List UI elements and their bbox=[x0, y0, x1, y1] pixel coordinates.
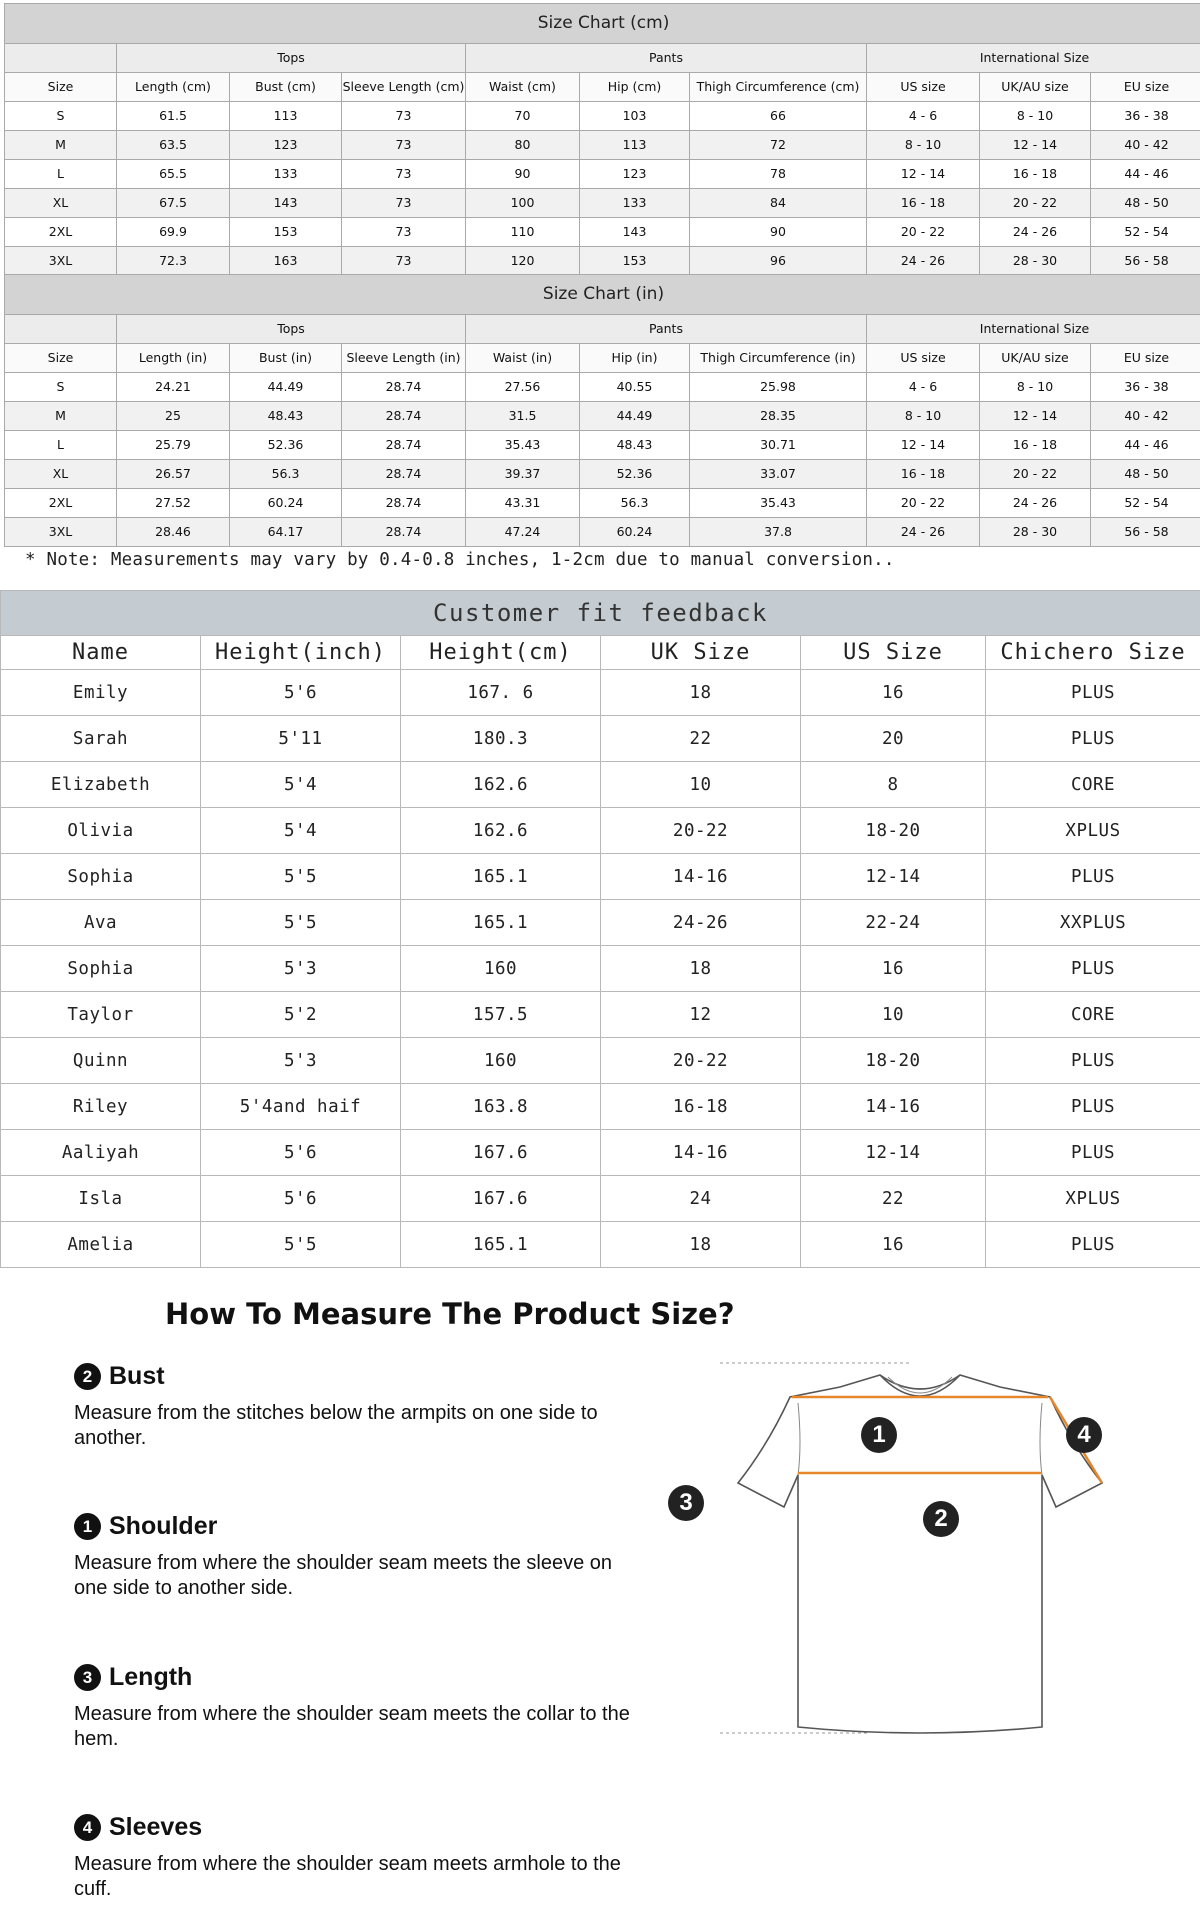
table-cell: 90 bbox=[690, 218, 867, 247]
table-row bbox=[5, 373, 1200, 402]
table-cell: 73 bbox=[342, 160, 466, 189]
table-cell: 43.31 bbox=[466, 489, 580, 518]
group-pants: Pants bbox=[466, 315, 867, 344]
column-header: Hip (cm) bbox=[580, 73, 690, 102]
table-cell: 16 bbox=[801, 946, 986, 992]
step-description: Measure from where the shoulder seam meets the collar to the hem. bbox=[74, 1703, 630, 1750]
table-cell: M bbox=[5, 131, 117, 160]
table-cell: 20 bbox=[801, 716, 986, 762]
table-cell: 64.17 bbox=[230, 518, 342, 547]
column-header: Thigh Circumference (in) bbox=[690, 344, 867, 373]
group-international: International Size bbox=[867, 44, 1200, 73]
table-cell: 25.79 bbox=[117, 431, 230, 460]
table-cell: 8 - 10 bbox=[980, 373, 1091, 402]
table-cell: 31.5 bbox=[466, 402, 580, 431]
table-cell: 33.07 bbox=[690, 460, 867, 489]
table-cell: 20 - 22 bbox=[980, 189, 1091, 218]
table-cell: 48 - 50 bbox=[1091, 460, 1200, 489]
table-cell: 16-18 bbox=[601, 1084, 801, 1130]
table-cell: 25.98 bbox=[690, 373, 867, 402]
table-cell: 5'2 bbox=[201, 992, 401, 1038]
table-cell: L bbox=[5, 160, 117, 189]
table-cell: 48 - 50 bbox=[1091, 189, 1200, 218]
column-header: Hip (in) bbox=[580, 344, 690, 373]
table-row bbox=[5, 247, 1200, 276]
group-international: International Size bbox=[867, 315, 1200, 344]
table-cell: 10 bbox=[601, 762, 801, 808]
table-row bbox=[1, 808, 1200, 854]
table-cell: 113 bbox=[230, 102, 342, 131]
table-cell: 5'4 bbox=[201, 762, 401, 808]
column-header: UK/AU size bbox=[980, 73, 1091, 102]
how-to-measure-title: How To Measure The Product Size? bbox=[165, 1297, 735, 1331]
table-cell: 28.74 bbox=[342, 402, 466, 431]
table-cell: 73 bbox=[342, 247, 466, 276]
table-cell: 20 - 22 bbox=[980, 460, 1091, 489]
table-cell: 72.3 bbox=[117, 247, 230, 276]
column-header: Waist (cm) bbox=[466, 73, 580, 102]
table-cell: 30.71 bbox=[690, 431, 867, 460]
table-cell: 63.5 bbox=[117, 131, 230, 160]
size-chart-cm-title: Size Chart (cm) bbox=[5, 4, 1200, 44]
table-cell: 5'6 bbox=[201, 670, 401, 716]
table-cell: 73 bbox=[342, 218, 466, 247]
table-cell: 28 - 30 bbox=[980, 247, 1091, 276]
table-cell: PLUS bbox=[986, 854, 1200, 900]
group-tops: Tops bbox=[117, 44, 466, 73]
table-row bbox=[1, 992, 1200, 1038]
table-cell: 113 bbox=[580, 131, 690, 160]
table-cell: 18 bbox=[601, 670, 801, 716]
table-cell: 153 bbox=[580, 247, 690, 276]
table-cell: 28.74 bbox=[342, 460, 466, 489]
column-header: EU size bbox=[1091, 73, 1200, 102]
table-row bbox=[5, 218, 1200, 247]
table-cell: 123 bbox=[580, 160, 690, 189]
table-cell: 28.35 bbox=[690, 402, 867, 431]
t-shirt-diagram bbox=[679, 1355, 1120, 1745]
table-row bbox=[5, 489, 1200, 518]
table-cell: 36 - 38 bbox=[1091, 373, 1200, 402]
table-cell: 12-14 bbox=[801, 854, 986, 900]
table-cell: S bbox=[5, 102, 117, 131]
table-cell: 37.8 bbox=[690, 518, 867, 547]
table-cell: 60.24 bbox=[230, 489, 342, 518]
step-label: Sleeves bbox=[109, 1813, 203, 1841]
table-cell: 5'3 bbox=[201, 946, 401, 992]
table-cell: 100 bbox=[466, 189, 580, 218]
table-cell: S bbox=[5, 373, 117, 402]
table-cell: 143 bbox=[580, 218, 690, 247]
table-cell: 133 bbox=[230, 160, 342, 189]
table-row bbox=[5, 102, 1200, 131]
table-cell: Isla bbox=[1, 1176, 201, 1222]
table-cell: XPLUS bbox=[986, 808, 1200, 854]
table-cell: 14-16 bbox=[601, 854, 801, 900]
table-cell: Sophia bbox=[1, 946, 201, 992]
table-cell: 163.8 bbox=[401, 1084, 601, 1130]
shirt-outline bbox=[738, 1375, 1102, 1733]
table-cell: Riley bbox=[1, 1084, 201, 1130]
table-cell: 18-20 bbox=[801, 1038, 986, 1084]
group-empty bbox=[5, 44, 117, 73]
table-row bbox=[5, 460, 1200, 489]
table-row bbox=[1, 1038, 1200, 1084]
table-cell: 48.43 bbox=[230, 402, 342, 431]
table-cell: XL bbox=[5, 460, 117, 489]
step-number-badge: 4 bbox=[74, 1814, 101, 1841]
table-cell: 20-22 bbox=[601, 1038, 801, 1084]
step-label: Shoulder bbox=[109, 1512, 218, 1540]
column-header: EU size bbox=[1091, 344, 1200, 373]
table-cell: 56 - 58 bbox=[1091, 518, 1200, 547]
table-cell: 14-16 bbox=[601, 1130, 801, 1176]
table-cell: 16 bbox=[801, 670, 986, 716]
table-cell: 18 bbox=[601, 946, 801, 992]
column-header: Thigh Circumference (cm) bbox=[690, 73, 867, 102]
table-cell: 24.21 bbox=[117, 373, 230, 402]
table-cell: 162.6 bbox=[401, 762, 601, 808]
table-cell: PLUS bbox=[986, 946, 1200, 992]
table-cell: 22-24 bbox=[801, 900, 986, 946]
table-cell: 70 bbox=[466, 102, 580, 131]
column-header: Sleeve Length (in) bbox=[342, 344, 466, 373]
table-cell: 12-14 bbox=[801, 1130, 986, 1176]
table-cell: 35.43 bbox=[690, 489, 867, 518]
table-cell: 27.56 bbox=[466, 373, 580, 402]
table-cell: 167.6 bbox=[401, 1176, 601, 1222]
column-header: Bust (cm) bbox=[230, 73, 342, 102]
table-cell: 163 bbox=[230, 247, 342, 276]
table-cell: 20 - 22 bbox=[867, 489, 980, 518]
step-shoulder bbox=[74, 1512, 634, 1601]
group-pants: Pants bbox=[466, 44, 867, 73]
table-row bbox=[5, 431, 1200, 460]
table-cell: 160 bbox=[401, 946, 601, 992]
table-cell: 10 bbox=[801, 992, 986, 1038]
table-cell: 167. 6 bbox=[401, 670, 601, 716]
column-header: Chichero Size bbox=[986, 636, 1200, 670]
table-cell: 165.1 bbox=[401, 900, 601, 946]
column-header: US size bbox=[867, 73, 980, 102]
table-cell: 52 - 54 bbox=[1091, 489, 1200, 518]
table-cell: 5'6 bbox=[201, 1130, 401, 1176]
table-cell: 56.3 bbox=[580, 489, 690, 518]
table-cell: 56.3 bbox=[230, 460, 342, 489]
table-cell: 103 bbox=[580, 102, 690, 131]
step-description: Measure from where the shoulder seam meets the sleeve on one side to another side. bbox=[74, 1552, 613, 1599]
table-cell: 2XL bbox=[5, 489, 117, 518]
table-cell: 5'11 bbox=[201, 716, 401, 762]
table-cell: 52.36 bbox=[580, 460, 690, 489]
table-cell: 16 - 18 bbox=[980, 160, 1091, 189]
table-cell: 40 - 42 bbox=[1091, 131, 1200, 160]
table-cell: 5'4and haif bbox=[201, 1084, 401, 1130]
table-cell: 5'5 bbox=[201, 900, 401, 946]
table-cell: 44.49 bbox=[580, 402, 690, 431]
table-cell: 24 - 26 bbox=[867, 518, 980, 547]
table-cell: 180.3 bbox=[401, 716, 601, 762]
table-cell: 3XL bbox=[5, 247, 117, 276]
table-cell: 8 - 10 bbox=[980, 102, 1091, 131]
table-cell: 12 - 14 bbox=[867, 160, 980, 189]
table-cell: 133 bbox=[580, 189, 690, 218]
group-tops: Tops bbox=[117, 315, 466, 344]
table-cell: 5'5 bbox=[201, 854, 401, 900]
table-cell: 67.5 bbox=[117, 189, 230, 218]
feedback-title: Customer fit feedback bbox=[1, 591, 1200, 636]
column-header: US Size bbox=[801, 636, 986, 670]
table-row bbox=[5, 402, 1200, 431]
table-cell: 24 - 26 bbox=[980, 218, 1091, 247]
table-cell: 12 - 14 bbox=[980, 131, 1091, 160]
table-cell: 66 bbox=[690, 102, 867, 131]
group-empty bbox=[5, 315, 117, 344]
table-row bbox=[1, 900, 1200, 946]
table-cell: 162.6 bbox=[401, 808, 601, 854]
table-cell: 8 - 10 bbox=[867, 402, 980, 431]
size-chart-cm bbox=[4, 3, 1197, 276]
table-row bbox=[1, 946, 1200, 992]
t-shirt-icon bbox=[720, 1355, 1120, 1745]
table-cell: 35.43 bbox=[466, 431, 580, 460]
step-number-badge: 2 bbox=[74, 1363, 101, 1390]
table-cell: 44.49 bbox=[230, 373, 342, 402]
table-cell: CORE bbox=[986, 762, 1200, 808]
table-cell: 24-26 bbox=[601, 900, 801, 946]
step-sleeves bbox=[74, 1813, 634, 1902]
table-cell: 8 bbox=[801, 762, 986, 808]
table-row bbox=[1, 1130, 1200, 1176]
table-cell: Sarah bbox=[1, 716, 201, 762]
table-cell: PLUS bbox=[986, 670, 1200, 716]
table-cell: 28.74 bbox=[342, 373, 466, 402]
table-cell: 18-20 bbox=[801, 808, 986, 854]
table-cell: 5'6 bbox=[201, 1176, 401, 1222]
table-cell: 16 - 18 bbox=[980, 431, 1091, 460]
step-bust bbox=[74, 1362, 634, 1451]
table-cell: 18 bbox=[601, 1222, 801, 1268]
diagram-label-bust: 2 bbox=[923, 1501, 959, 1537]
table-cell: Sophia bbox=[1, 854, 201, 900]
table-cell: 44 - 46 bbox=[1091, 431, 1200, 460]
table-row bbox=[1, 762, 1200, 808]
table-cell: PLUS bbox=[986, 716, 1200, 762]
table-cell: 167.6 bbox=[401, 1130, 601, 1176]
table-cell: 143 bbox=[230, 189, 342, 218]
diagram-label-sleeves: 4 bbox=[1066, 1417, 1102, 1453]
size-chart-in bbox=[4, 274, 1197, 547]
table-cell: Emily bbox=[1, 670, 201, 716]
table-cell: 12 - 14 bbox=[980, 402, 1091, 431]
table-cell: Amelia bbox=[1, 1222, 201, 1268]
table-cell: XL bbox=[5, 189, 117, 218]
column-header: US size bbox=[867, 344, 980, 373]
step-number-badge: 3 bbox=[74, 1664, 101, 1691]
table-cell: 48.43 bbox=[580, 431, 690, 460]
column-header: Length (in) bbox=[117, 344, 230, 373]
table-cell: 52 - 54 bbox=[1091, 218, 1200, 247]
column-header: Name bbox=[1, 636, 201, 670]
table-cell: 56 - 58 bbox=[1091, 247, 1200, 276]
column-header: Sleeve Length (cm) bbox=[342, 73, 466, 102]
table-cell: 65.5 bbox=[117, 160, 230, 189]
table-cell: 39.37 bbox=[466, 460, 580, 489]
table-cell: 20 - 22 bbox=[867, 218, 980, 247]
table-row bbox=[1, 1084, 1200, 1130]
table-cell: 80 bbox=[466, 131, 580, 160]
table-cell: PLUS bbox=[986, 1084, 1200, 1130]
table-cell: 3XL bbox=[5, 518, 117, 547]
table-cell: 123 bbox=[230, 131, 342, 160]
table-row bbox=[1, 716, 1200, 762]
table-row bbox=[5, 518, 1200, 547]
table-cell: L bbox=[5, 431, 117, 460]
table-cell: 26.57 bbox=[117, 460, 230, 489]
column-header: Height(inch) bbox=[201, 636, 401, 670]
table-cell: 14-16 bbox=[801, 1084, 986, 1130]
table-cell: 110 bbox=[466, 218, 580, 247]
table-cell: 69.9 bbox=[117, 218, 230, 247]
table-cell: 96 bbox=[690, 247, 867, 276]
step-label: Bust bbox=[109, 1362, 165, 1390]
table-cell: Quinn bbox=[1, 1038, 201, 1084]
step-label: Length bbox=[109, 1663, 193, 1691]
table-cell: XXPLUS bbox=[986, 900, 1200, 946]
table-cell: 16 bbox=[801, 1222, 986, 1268]
table-cell: PLUS bbox=[986, 1038, 1200, 1084]
column-header: Size bbox=[5, 73, 117, 102]
table-cell: 72 bbox=[690, 131, 867, 160]
table-cell: 8 - 10 bbox=[867, 131, 980, 160]
column-header: UK/AU size bbox=[980, 344, 1091, 373]
table-cell: 5'5 bbox=[201, 1222, 401, 1268]
diagram-label-length: 3 bbox=[668, 1485, 704, 1521]
table-cell: 28.74 bbox=[342, 489, 466, 518]
table-cell: 2XL bbox=[5, 218, 117, 247]
table-cell: 22 bbox=[601, 716, 801, 762]
table-cell: 73 bbox=[342, 189, 466, 218]
table-cell: 4 - 6 bbox=[867, 102, 980, 131]
table-cell: 5'3 bbox=[201, 1038, 401, 1084]
column-header: Bust (in) bbox=[230, 344, 342, 373]
table-cell: 28 - 30 bbox=[980, 518, 1091, 547]
column-header: Length (cm) bbox=[117, 73, 230, 102]
table-cell: 73 bbox=[342, 102, 466, 131]
table-cell: CORE bbox=[986, 992, 1200, 1038]
table-cell: M bbox=[5, 402, 117, 431]
table-cell: Elizabeth bbox=[1, 762, 201, 808]
table-cell: 47.24 bbox=[466, 518, 580, 547]
table-row bbox=[5, 160, 1200, 189]
table-cell: 165.1 bbox=[401, 1222, 601, 1268]
table-cell: 160 bbox=[401, 1038, 601, 1084]
customer-feedback-table bbox=[0, 590, 1200, 1268]
table-row bbox=[1, 1222, 1200, 1268]
table-cell: 52.36 bbox=[230, 431, 342, 460]
step-description: Measure from the stitches below the armpits on one side to another. bbox=[74, 1402, 598, 1449]
table-cell: 40.55 bbox=[580, 373, 690, 402]
table-cell: 84 bbox=[690, 189, 867, 218]
table-cell: 24 bbox=[601, 1176, 801, 1222]
table-cell: 157.5 bbox=[401, 992, 601, 1038]
column-header: Size bbox=[5, 344, 117, 373]
table-row bbox=[1, 1176, 1200, 1222]
table-cell: 28.74 bbox=[342, 431, 466, 460]
table-row bbox=[5, 131, 1200, 160]
table-cell: 25 bbox=[117, 402, 230, 431]
table-cell: PLUS bbox=[986, 1130, 1200, 1176]
table-cell: 44 - 46 bbox=[1091, 160, 1200, 189]
conversion-note: * Note: Measurements may vary by 0.4-0.8 inches, 1-2cm due to manual conversion.. bbox=[25, 550, 895, 570]
table-cell: 4 - 6 bbox=[867, 373, 980, 402]
table-cell: 5'4 bbox=[201, 808, 401, 854]
column-header: UK Size bbox=[601, 636, 801, 670]
diagram-label-shoulder: 1 bbox=[861, 1417, 897, 1453]
table-cell: 90 bbox=[466, 160, 580, 189]
table-cell: PLUS bbox=[986, 1222, 1200, 1268]
step-description: Measure from where the shoulder seam meets armhole to the cuff. bbox=[74, 1853, 621, 1900]
table-cell: 20-22 bbox=[601, 808, 801, 854]
table-cell: 165.1 bbox=[401, 854, 601, 900]
table-cell: 61.5 bbox=[117, 102, 230, 131]
table-cell: 36 - 38 bbox=[1091, 102, 1200, 131]
table-cell: 12 - 14 bbox=[867, 431, 980, 460]
table-cell: 24 - 26 bbox=[867, 247, 980, 276]
table-cell: 24 - 26 bbox=[980, 489, 1091, 518]
table-cell: 120 bbox=[466, 247, 580, 276]
table-cell: 153 bbox=[230, 218, 342, 247]
table-cell: 12 bbox=[601, 992, 801, 1038]
table-cell: XPLUS bbox=[986, 1176, 1200, 1222]
table-cell: Ava bbox=[1, 900, 201, 946]
table-cell: Olivia bbox=[1, 808, 201, 854]
table-cell: 22 bbox=[801, 1176, 986, 1222]
table-row bbox=[1, 670, 1200, 716]
table-cell: 28.74 bbox=[342, 518, 466, 547]
table-cell: 16 - 18 bbox=[867, 189, 980, 218]
step-length bbox=[74, 1663, 634, 1752]
table-cell: Aaliyah bbox=[1, 1130, 201, 1176]
table-cell: 16 - 18 bbox=[867, 460, 980, 489]
table-row bbox=[5, 189, 1200, 218]
table-cell: 73 bbox=[342, 131, 466, 160]
table-cell: 27.52 bbox=[117, 489, 230, 518]
step-number-badge: 1 bbox=[74, 1513, 101, 1540]
table-cell: 60.24 bbox=[580, 518, 690, 547]
table-cell: 28.46 bbox=[117, 518, 230, 547]
column-header: Waist (in) bbox=[466, 344, 580, 373]
table-cell: 78 bbox=[690, 160, 867, 189]
column-header: Height(cm) bbox=[401, 636, 601, 670]
table-cell: Taylor bbox=[1, 992, 201, 1038]
table-cell: 40 - 42 bbox=[1091, 402, 1200, 431]
size-chart-in-title: Size Chart (in) bbox=[5, 275, 1200, 315]
table-row bbox=[1, 854, 1200, 900]
